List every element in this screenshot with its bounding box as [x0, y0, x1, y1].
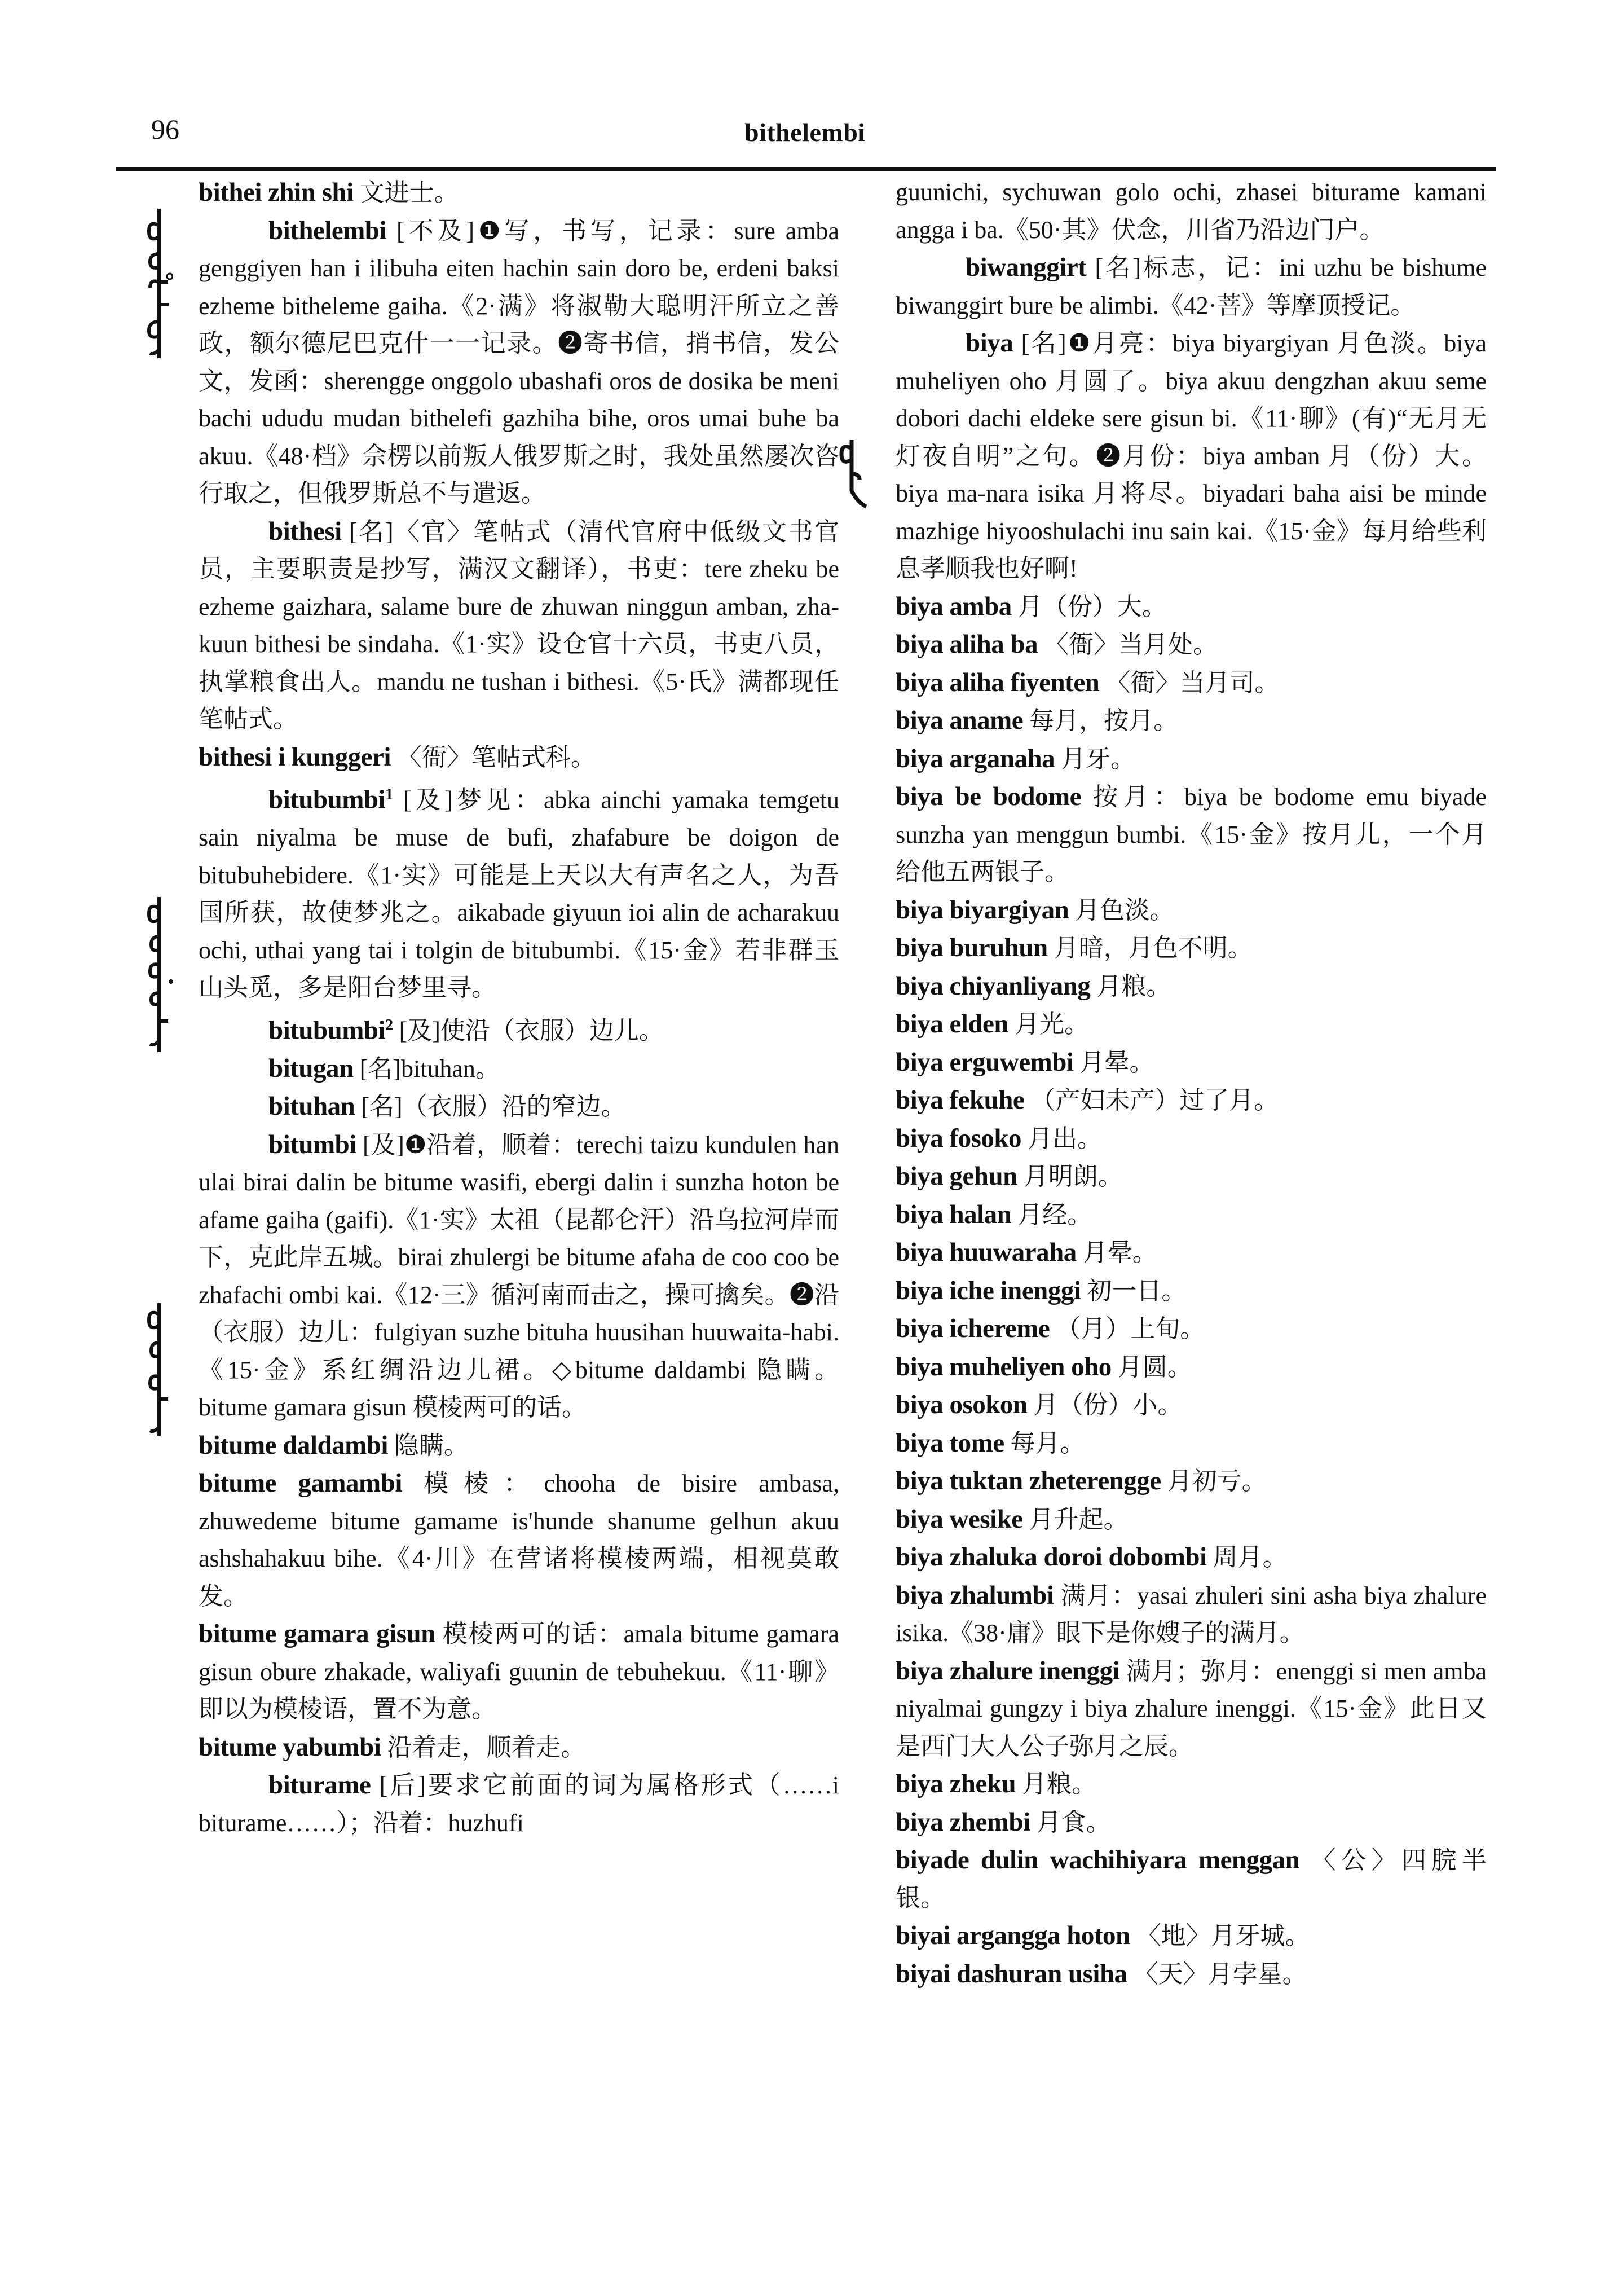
page-number: 96 — [151, 113, 179, 145]
dictionary-entry — [896, 778, 1487, 891]
entry-definition: 月（份）小。 — [1027, 1391, 1183, 1419]
entry-headword: biya muheliyen oho — [896, 1352, 1112, 1382]
dictionary-entry — [896, 249, 1487, 324]
entry-headword: biya huuwaraha — [896, 1238, 1077, 1267]
entry-definition: 月食。 — [1030, 1808, 1111, 1836]
dictionary-entry — [896, 1310, 1487, 1348]
entry-headword: biya zhembi — [896, 1807, 1030, 1837]
entry-headword: biya — [966, 328, 1013, 358]
entry-definition: 月光。 — [1008, 1010, 1090, 1038]
entry-headword: biya wesike — [896, 1504, 1023, 1534]
entry-definition: 〈地〉月牙城。 — [1130, 1922, 1310, 1950]
manchu-script-bitubumbi-icon — [142, 897, 176, 1055]
dictionary-entry — [199, 1427, 839, 1465]
entry-definition: [不及]❶写，书写，记录：sure amba genggiyen han i ilibuha eiten hachin sain doro be, erdeni baksi ezheme bitheleme gaiha.《2·满》将淑勒大聪明汗所立之善政，额尔德尼巴克什一一记录。❷寄书信，捎书信，发公文，发函：sherengge onggolo ubashafi oros de dosika be meni bachi ududu mudan bithelefi gazhiha bihe, oros umai buhe ba akuu.《48·档》佘楞以前叛人俄罗斯之时，我处虽然屡次咨行取之，但俄罗斯总不与遣返。 — [199, 217, 839, 507]
entry-headword: bithesi — [268, 516, 342, 546]
dictionary-entry — [896, 1158, 1487, 1196]
dictionary-entry — [896, 1652, 1487, 1766]
dictionary-entry — [896, 174, 1487, 249]
dictionary-entry — [896, 588, 1487, 626]
manchu-script-bithelembi-icon — [142, 209, 176, 361]
dictionary-entry — [896, 1348, 1487, 1387]
homograph-number: 2 — [385, 1016, 393, 1034]
entry-headword: biwanggirt — [966, 253, 1087, 282]
entry-headword: biya tuktan zheterengge — [896, 1466, 1161, 1496]
right-column — [896, 174, 1487, 1993]
dictionary-entry — [896, 929, 1487, 967]
entry-headword: biya fosoko — [896, 1123, 1022, 1153]
entry-headword: bituhan — [268, 1092, 355, 1121]
entry-headword: biya buruhun — [896, 933, 1048, 962]
entry-headword: biya zhalure inenggi — [896, 1656, 1120, 1686]
dictionary-entry — [896, 1272, 1487, 1310]
dictionary-entry — [896, 1005, 1487, 1044]
entry-definition: [名]bituhan。 — [353, 1054, 500, 1083]
entry-headword: bithei zhin shi — [199, 178, 354, 207]
dictionary-entry — [199, 1050, 839, 1088]
entry-headword: bitume gamara gisun — [199, 1619, 435, 1649]
dictionary-entry — [199, 776, 839, 1007]
entry-headword: bitugan — [268, 1053, 354, 1083]
entry-headword: biya fekuhe — [896, 1085, 1025, 1115]
entry-headword: biya chiyanliyang — [896, 971, 1091, 1001]
dictionary-entry — [199, 1766, 839, 1842]
dictionary-entry — [896, 967, 1487, 1006]
entry-definition: 月（份）大。 — [1011, 592, 1167, 621]
entry-definition: 按月：biya be bodome emu biyade sunzha yan menggun bumbi.《15·金》按月儿，一个月给他五两银子。 — [896, 783, 1487, 886]
manchu-script-bitumbi-icon — [142, 1303, 176, 1439]
entry-definition: 月晕。 — [1073, 1048, 1154, 1076]
dictionary-entry — [199, 1126, 839, 1427]
entry-headword: bitume daldambi — [199, 1430, 388, 1460]
entry-headword: biya ichereme — [896, 1314, 1050, 1343]
dictionary-entry — [896, 664, 1487, 702]
entry-definition: （月）上旬。 — [1050, 1315, 1205, 1343]
dictionary-entry — [896, 702, 1487, 740]
dictionary-entry — [896, 1196, 1487, 1234]
entry-definition: 隐瞒。 — [387, 1431, 469, 1459]
entry-headword: bitubumbi — [268, 1015, 386, 1045]
entry-headword: bithesi i kunggeri — [199, 742, 391, 772]
entry-headword: biya iche inenggi — [896, 1275, 1081, 1305]
entry-definition: 〈衙〉当月司。 — [1099, 668, 1280, 697]
entry-definition: 月暗，月色不明。 — [1047, 934, 1253, 962]
entry-definition: 〈衙〉当月处。 — [1038, 631, 1218, 658]
entry-headword: biya zhalumbi — [896, 1580, 1054, 1610]
entry-headword: biyai argangga hoton — [896, 1921, 1130, 1950]
entry-definition: [名]标志，记：ini uzhu be bishume biwanggirt bure be alimbi.《42·菩》等摩顶授记。 — [896, 254, 1487, 319]
dictionary-entry — [199, 1615, 839, 1728]
entry-definition: 月晕。 — [1076, 1239, 1157, 1266]
entry-headword: biya biyargiyan — [896, 895, 1069, 925]
entry-headword: bitumbi — [268, 1129, 356, 1159]
entry-definition: 月粮。 — [1016, 1770, 1097, 1798]
dictionary-entry — [896, 740, 1487, 778]
entry-definition: 〈衙〉笔帖式科。 — [390, 743, 596, 771]
dictionary-entry — [199, 1728, 839, 1767]
entry-definition: 每月。 — [1004, 1429, 1085, 1457]
entry-headword: biya halan — [896, 1199, 1012, 1229]
entry-headword: biya osokon — [896, 1390, 1028, 1419]
dictionary-entry — [896, 1234, 1487, 1272]
dictionary-entry — [896, 1424, 1487, 1463]
entry-headword: biya aliha fiyenten — [896, 667, 1100, 697]
entry-headword: bitubumbi — [268, 785, 386, 815]
dictionary-entry — [199, 212, 839, 513]
entry-definition: 月粮。 — [1090, 972, 1171, 1000]
running-head: bithelembi — [744, 118, 866, 147]
entry-headword: biyade dulin wachihiyara menggan — [896, 1845, 1300, 1875]
entry-definition: 沿着走，顺着走。 — [381, 1733, 586, 1761]
entry-definition: [名]❶月亮：biya biyargiyan 月色淡。biya muheliyen oho 月圆了。biya akuu dengzhan akuu seme dobori dachi eldeke sere gisun bi.《11·聊》(有)“无月无灯夜自明”之句。❷月份：biya amban 月（份）大。biya ma-nara isika 月将尽。biyadari baha aisi be minde mazhige hiyooshulachi inu sain kai.《15·金》每月给些利息孝顺我也好啊! — [896, 329, 1487, 582]
dictionary-entry — [199, 513, 839, 738]
dictionary-entry — [896, 1081, 1487, 1120]
dictionary-entry — [896, 1462, 1487, 1501]
entry-headword: biya elden — [896, 1009, 1009, 1039]
dictionary-entry — [896, 1955, 1487, 1994]
entry-definition: [名]〈官〉笔帖式（清代官府中低级文书官员，主要职责是抄写，满汉文翻译），书吏：tere zheku be ezheme gaizhara, salame bure de zhuwan ninggun amban, zha-kuun bithesi be sindaha.《1·实》设仓官十六员，书吏八员，执掌粮食出人。mandu ne tushan i bithesi.《5·氏》满都现任笔帖式。 — [199, 517, 839, 733]
header-rule — [116, 167, 1496, 171]
dictionary-entry — [896, 1538, 1487, 1577]
entry-definition: [名]（衣服）沿的窄边。 — [355, 1093, 626, 1121]
dictionary-entry — [896, 1804, 1487, 1842]
entry-headword: biya aliha ba — [896, 630, 1038, 659]
entry-definition: 满月：yasai zhuleri sini asha biya zhalure isika.《38·庸》眼下是你嫂子的满月。 — [896, 1581, 1487, 1647]
entry-definition: guunichi, sychuwan golo ochi, zhasei biturame kamani angga i ba.《50·其》伏念，川省乃沿边门户。 — [896, 178, 1487, 244]
entry-definition: 月经。 — [1011, 1200, 1092, 1229]
entry-definition: 初一日。 — [1081, 1277, 1187, 1305]
manchu-script-biya-icon — [835, 440, 869, 513]
entry-definition: [及]使沿（衣服）边儿。 — [393, 1017, 664, 1045]
dictionary-entry — [896, 324, 1487, 588]
dictionary-entry — [199, 738, 839, 777]
entry-headword: biturame — [268, 1770, 371, 1800]
dictionary-entry — [896, 1120, 1487, 1158]
entry-definition: 模棱两可的话：amala bitume gamara gisun obure zhakade, waliyafi guunin de tebuhekuu.《11·聊》即以为模棱语，置不为意。 — [199, 1620, 839, 1723]
entry-headword: biya gehun — [896, 1162, 1017, 1191]
entry-headword: bitume yabumbi — [199, 1732, 381, 1762]
left-column — [199, 174, 839, 1842]
entry-definition: 周月。 — [1206, 1543, 1288, 1571]
entry-headword: biya erguwembi — [896, 1047, 1074, 1077]
entry-definition: 文进士。 — [353, 179, 459, 206]
dictionary-entry — [199, 174, 839, 212]
entry-definition: 月色淡。 — [1069, 896, 1175, 924]
dictionary-entry — [896, 1044, 1487, 1082]
dictionary-entry — [199, 1007, 839, 1050]
dictionary-entry — [896, 1386, 1487, 1424]
entry-definition: 月出。 — [1021, 1124, 1103, 1153]
entry-definition: 满月；弥月：enenggi si men amba niyalmai gungzy i biya zhalure inenggi.《15·金》此日又是西门大人公子弥月之辰。 — [896, 1657, 1487, 1760]
entry-headword: bithelembi — [268, 215, 387, 245]
entry-definition: 月升起。 — [1022, 1505, 1129, 1533]
entry-definition: 月初亏。 — [1161, 1467, 1267, 1495]
entry-definition: 每月，按月。 — [1023, 707, 1179, 734]
entry-definition: 月圆。 — [1111, 1353, 1192, 1381]
entry-definition: [及]梦见：abka ainchi yamaka temgetu sain niyalma be muse de bufi, zhafabure be doigon de bitubuhebidere.《1·实》可能是上天以大有声名之人，为吾国所获，故使梦兆之。aikabade giyuun ioi alin de acharakuu ochi, uthai yang tai i tolgin de bitubumbi.《15·金》若非群玉山头觅，多是阳台梦里寻。 — [199, 786, 839, 1002]
entry-definition: 月明朗。 — [1017, 1163, 1123, 1190]
entry-definition: 〈公〉四脘半银。 — [896, 1846, 1487, 1912]
entry-headword: biya be bodome — [896, 782, 1081, 811]
dictionary-entry — [896, 1765, 1487, 1804]
entry-headword: biya arganaha — [896, 744, 1055, 773]
dictionary-entry — [896, 1917, 1487, 1955]
entry-headword: biya zheku — [896, 1769, 1016, 1798]
homograph-number: 1 — [385, 786, 393, 803]
dictionary-entry — [896, 1841, 1487, 1917]
entry-headword: biya amba — [896, 591, 1012, 621]
entry-definition: 模棱：chooha de bisire ambasa, zhuwedeme bitume gamame is'hunde shanume gelhun akuu ashshahakuu bihe.《4·川》在营诸将模棱两端，相视莫敢发。 — [199, 1470, 839, 1610]
entry-headword: biyai dashuran usiha — [896, 1959, 1127, 1989]
dictionary-entry — [896, 1577, 1487, 1652]
entry-definition: [及]❶沿着，顺着：terechi taizu kundulen han ulai birai dalin be bitume wasifi, ebergi dalin i sunzha hoton be afame gaiha (gaifi).《1·实》太祖（昆都仑汗）沿乌拉河岸而下，克此岸五城。birai zhulergi be bitume afaha de coo coo be zhafachi ombi kai.《12·三》循河南而击之，操可擒矣。❷沿（衣服）边儿：fulgiyan suzhe bituha huusihan huuwaita-habi.《15·金》系红绸沿边儿裙。◇bitume daldambi 隐瞒。bitume gamara gisun 模棱两可的话。 — [199, 1131, 839, 1422]
dictionary-entry — [896, 626, 1487, 664]
entry-definition: [后]要求它前面的词为属格形式（……i biturame……）；沿着：huzhufi — [199, 1771, 839, 1837]
entry-headword: biya aname — [896, 706, 1024, 735]
dictionary-entry — [199, 1464, 839, 1615]
entry-definition: 〈天〉月孛星。 — [1127, 1960, 1307, 1988]
entry-headword: bitume gamambi — [199, 1468, 402, 1498]
entry-definition: 月牙。 — [1055, 745, 1136, 773]
entry-headword: biya zhaluka doroi dobombi — [896, 1542, 1207, 1572]
entry-headword: biya tome — [896, 1428, 1004, 1458]
dictionary-entry — [896, 1501, 1487, 1539]
dictionary-entry — [199, 1088, 839, 1126]
entry-definition: （产妇未产）过了月。 — [1024, 1087, 1279, 1114]
dictionary-entry — [896, 891, 1487, 930]
